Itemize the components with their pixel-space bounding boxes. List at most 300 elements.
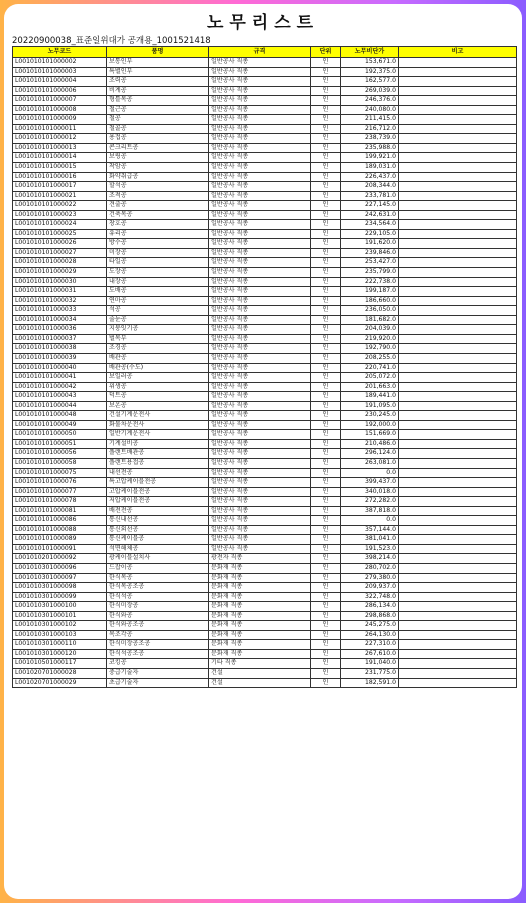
cell-note — [399, 306, 517, 316]
cell-code: L001010101000031 — [13, 287, 107, 297]
column-header-price: 노무비단가 — [341, 47, 399, 58]
cell-spec: 문화재 직종 — [209, 573, 311, 583]
cell-price: 204,039.0 — [341, 325, 399, 335]
cell-name: 지붕잇기공 — [107, 325, 209, 335]
column-header-unit: 단위 — [311, 47, 341, 58]
cell-price: 263,081.0 — [341, 458, 399, 468]
cell-spec: 일반공사 직종 — [209, 268, 311, 278]
cell-note — [399, 153, 517, 163]
cell-note — [399, 525, 517, 535]
cell-code: L001010101000034 — [13, 315, 107, 325]
table-row — [13, 268, 517, 278]
cell-unit: 인 — [311, 439, 341, 449]
cell-price: 210,486.0 — [341, 439, 399, 449]
cell-code: L001020701000029 — [13, 678, 107, 688]
cell-name: 화약취급공 — [107, 172, 209, 182]
cell-note — [399, 630, 517, 640]
cell-unit: 인 — [311, 392, 341, 402]
table-row — [13, 458, 517, 468]
table-row — [13, 678, 517, 688]
cell-note — [399, 678, 517, 688]
cell-note — [399, 411, 517, 421]
cell-price: 230,245.0 — [341, 411, 399, 421]
cell-price: 280,702.0 — [341, 563, 399, 573]
table-row — [13, 306, 517, 316]
cell-name: 할석공 — [107, 182, 209, 192]
cell-unit: 인 — [311, 315, 341, 325]
table-row — [13, 640, 517, 650]
table-row — [13, 544, 517, 554]
cell-unit: 인 — [311, 449, 341, 459]
cell-code: L001010101000036 — [13, 325, 107, 335]
cell-spec: 일반공사 직종 — [209, 478, 311, 488]
table-body — [13, 58, 517, 688]
cell-name: 타일공 — [107, 258, 209, 268]
cell-code: L001010101000044 — [13, 401, 107, 411]
cell-price: 208,344.0 — [341, 182, 399, 192]
cell-spec: 일반공사 직종 — [209, 96, 311, 106]
cell-price: 233,781.0 — [341, 191, 399, 201]
cell-code: L001010101000051 — [13, 439, 107, 449]
table-row — [13, 420, 517, 430]
cell-spec: 일반공사 직종 — [209, 344, 311, 354]
cell-note — [399, 172, 517, 182]
cell-code: L001010101000006 — [13, 86, 107, 96]
cell-code: L001010101000037 — [13, 334, 107, 344]
cell-name: 통신외선공 — [107, 525, 209, 535]
cell-name: 저압케이블전공 — [107, 497, 209, 507]
cell-price: 199,187.0 — [341, 287, 399, 297]
cell-note — [399, 554, 517, 564]
column-header-note: 비고 — [399, 47, 517, 58]
table-row — [13, 497, 517, 507]
table-row — [13, 535, 517, 545]
cell-name: 건설기계운전사 — [107, 411, 209, 421]
cell-note — [399, 420, 517, 430]
cell-price: 242,631.0 — [341, 210, 399, 220]
cell-unit: 인 — [311, 573, 341, 583]
cell-name: 중급기술자 — [107, 669, 209, 679]
cell-price: 192,375.0 — [341, 67, 399, 77]
table-row — [13, 602, 517, 612]
cell-spec: 건설 — [209, 678, 311, 688]
cell-note — [399, 315, 517, 325]
cell-unit: 인 — [311, 115, 341, 125]
cell-name: 보링공 — [107, 153, 209, 163]
cell-note — [399, 325, 517, 335]
cell-note — [399, 516, 517, 526]
cell-note — [399, 640, 517, 650]
cell-code: L001010101000021 — [13, 191, 107, 201]
table-header-row — [13, 47, 517, 58]
table-row — [13, 401, 517, 411]
cell-note — [399, 621, 517, 631]
cell-unit: 인 — [311, 583, 341, 593]
cell-unit: 인 — [311, 611, 341, 621]
cell-name: 위생공 — [107, 382, 209, 392]
cell-price: 246,376.0 — [341, 96, 399, 106]
cell-name: 연마공 — [107, 296, 209, 306]
cell-note — [399, 373, 517, 383]
cell-price: 209,937.0 — [341, 583, 399, 593]
cell-spec: 일반공사 직종 — [209, 239, 311, 249]
table-row — [13, 592, 517, 602]
table-row — [13, 411, 517, 421]
cell-code: L001010301000120 — [13, 649, 107, 659]
cell-price: 226,437.0 — [341, 172, 399, 182]
cell-price: 387,818.0 — [341, 506, 399, 516]
table-row — [13, 630, 517, 640]
cell-unit: 인 — [311, 458, 341, 468]
cell-code: L001010101000091 — [13, 544, 107, 554]
cell-name: 줄눈공 — [107, 315, 209, 325]
cell-note — [399, 77, 517, 87]
cell-spec: 광전자 직종 — [209, 554, 311, 564]
cell-name: 건축목공 — [107, 210, 209, 220]
cell-spec: 일반공사 직종 — [209, 77, 311, 87]
cell-price: 279,380.0 — [341, 573, 399, 583]
cell-spec: 일반공사 직종 — [209, 315, 311, 325]
cell-code: L001010101000077 — [13, 487, 107, 497]
cell-unit: 인 — [311, 640, 341, 650]
cell-code: L001010101000027 — [13, 248, 107, 258]
cell-price: 189,441.0 — [341, 392, 399, 402]
table-row — [13, 229, 517, 239]
cell-unit: 인 — [311, 172, 341, 182]
cell-name: 특별인부 — [107, 67, 209, 77]
cell-note — [399, 506, 517, 516]
cell-unit: 인 — [311, 67, 341, 77]
cell-unit: 인 — [311, 669, 341, 679]
cell-note — [399, 163, 517, 173]
cell-price: 245,275.0 — [341, 621, 399, 631]
cell-unit: 인 — [311, 153, 341, 163]
cell-price: 191,523.0 — [341, 544, 399, 554]
table-row — [13, 163, 517, 173]
cell-price: 151,669.0 — [341, 430, 399, 440]
cell-unit: 인 — [311, 649, 341, 659]
cell-price: 162,577.0 — [341, 77, 399, 87]
table-row — [13, 248, 517, 258]
cell-unit: 인 — [311, 430, 341, 440]
cell-code: L001010301000103 — [13, 630, 107, 640]
cell-price: 235,988.0 — [341, 143, 399, 153]
cell-unit: 인 — [311, 325, 341, 335]
cell-spec: 일반공사 직종 — [209, 201, 311, 211]
cell-name: 배전전공 — [107, 506, 209, 516]
cell-note — [399, 535, 517, 545]
cell-spec: 일반공사 직종 — [209, 392, 311, 402]
cell-name: 한식석공 — [107, 592, 209, 602]
cell-unit: 인 — [311, 659, 341, 669]
cell-name: 조력공 — [107, 77, 209, 87]
cell-unit: 인 — [311, 373, 341, 383]
cell-code: L001010101000017 — [13, 182, 107, 192]
cell-spec: 건설 — [209, 669, 311, 679]
cell-note — [399, 334, 517, 344]
cell-code: L001010101000040 — [13, 363, 107, 373]
cell-code: L001010101000012 — [13, 134, 107, 144]
cell-code: L001010101000043 — [13, 392, 107, 402]
table-row — [13, 296, 517, 306]
cell-code: L001010101000023 — [13, 210, 107, 220]
cell-price: 205,072.0 — [341, 373, 399, 383]
cell-spec: 문화재 직종 — [209, 583, 311, 593]
table-row — [13, 373, 517, 383]
cell-unit: 인 — [311, 248, 341, 258]
table-row — [13, 344, 517, 354]
cell-spec: 일반공사 직종 — [209, 458, 311, 468]
cell-code: L001010101000028 — [13, 258, 107, 268]
cell-price: 201,663.0 — [341, 382, 399, 392]
cell-spec: 일반공사 직종 — [209, 115, 311, 125]
cell-note — [399, 487, 517, 497]
cell-note — [399, 449, 517, 459]
cell-price: 238,739.0 — [341, 134, 399, 144]
cell-price: 357,144.0 — [341, 525, 399, 535]
cell-unit: 인 — [311, 77, 341, 87]
cell-spec: 일반공사 직종 — [209, 325, 311, 335]
table-row — [13, 277, 517, 287]
cell-code: L001010101000013 — [13, 143, 107, 153]
table-row — [13, 258, 517, 268]
cell-spec: 일반공사 직종 — [209, 67, 311, 77]
table-row — [13, 525, 517, 535]
cell-spec: 일반공사 직종 — [209, 468, 311, 478]
cell-spec: 일반공사 직종 — [209, 277, 311, 287]
cell-note — [399, 344, 517, 354]
cell-spec: 문화재 직종 — [209, 611, 311, 621]
cell-unit: 인 — [311, 363, 341, 373]
cell-unit: 인 — [311, 382, 341, 392]
cell-note — [399, 382, 517, 392]
table-row — [13, 172, 517, 182]
cell-code: L001010301000099 — [13, 592, 107, 602]
cell-name: 광케이블설치사 — [107, 554, 209, 564]
cell-unit: 인 — [311, 163, 341, 173]
cell-unit: 인 — [311, 554, 341, 564]
cell-spec: 일반공사 직종 — [209, 487, 311, 497]
cell-spec: 일반공사 직종 — [209, 134, 311, 144]
cell-price: 186,660.0 — [341, 296, 399, 306]
table-row — [13, 143, 517, 153]
cell-name: 드잡이공 — [107, 563, 209, 573]
cell-unit: 인 — [311, 182, 341, 192]
cell-note — [399, 182, 517, 192]
cell-code: L001010101000003 — [13, 67, 107, 77]
table-row — [13, 105, 517, 115]
cell-spec: 기타 직종 — [209, 659, 311, 669]
cell-note — [399, 602, 517, 612]
cell-spec: 일반공사 직종 — [209, 153, 311, 163]
cell-spec: 문화재 직종 — [209, 630, 311, 640]
cell-note — [399, 392, 517, 402]
table-row — [13, 86, 517, 96]
cell-note — [399, 649, 517, 659]
cell-note — [399, 239, 517, 249]
cell-name: 조적공 — [107, 191, 209, 201]
cell-unit: 인 — [311, 506, 341, 516]
cell-unit: 인 — [311, 516, 341, 526]
cell-name: 방수공 — [107, 239, 209, 249]
cell-note — [399, 277, 517, 287]
cell-price: 222,738.0 — [341, 277, 399, 287]
cell-price: 219,920.0 — [341, 334, 399, 344]
cell-name: 석면해체공 — [107, 544, 209, 554]
cell-spec: 일반공사 직종 — [209, 86, 311, 96]
cell-code: L001010101000081 — [13, 506, 107, 516]
cell-note — [399, 268, 517, 278]
cell-name: 미장공 — [107, 248, 209, 258]
cell-unit: 인 — [311, 630, 341, 640]
cell-code: L001010301000100 — [13, 602, 107, 612]
cell-code: L001010201000092 — [13, 554, 107, 564]
cell-code: L001010101000022 — [13, 201, 107, 211]
cell-name: 유리공 — [107, 229, 209, 239]
cell-price: 264,130.0 — [341, 630, 399, 640]
cell-code: L001010101000026 — [13, 239, 107, 249]
cell-note — [399, 201, 517, 211]
cell-price: 0.0 — [341, 468, 399, 478]
cell-spec: 일반공사 직종 — [209, 382, 311, 392]
cell-price: 227,310.0 — [341, 640, 399, 650]
cell-price: 191,620.0 — [341, 239, 399, 249]
cell-code: L001010301000097 — [13, 573, 107, 583]
cell-unit: 인 — [311, 525, 341, 535]
cell-spec: 일반공사 직종 — [209, 363, 311, 373]
cell-name: 내장공 — [107, 277, 209, 287]
cell-price: 398,214.0 — [341, 554, 399, 564]
cell-note — [399, 248, 517, 258]
cell-name: 통신내선공 — [107, 516, 209, 526]
cell-note — [399, 468, 517, 478]
cell-code: L001010101000058 — [13, 458, 107, 468]
table-row — [13, 478, 517, 488]
cell-name: 배관공 — [107, 353, 209, 363]
cell-note — [399, 143, 517, 153]
cell-spec: 일반공사 직종 — [209, 143, 311, 153]
cell-name: 한식미장공조공 — [107, 640, 209, 650]
cell-unit: 인 — [311, 143, 341, 153]
cell-spec: 문화재 직종 — [209, 563, 311, 573]
cell-price: 399,437.0 — [341, 478, 399, 488]
cell-spec: 일반공사 직종 — [209, 420, 311, 430]
cell-price: 234,564.0 — [341, 220, 399, 230]
cell-note — [399, 58, 517, 68]
cell-note — [399, 134, 517, 144]
cell-note — [399, 363, 517, 373]
cell-price: 191,095.0 — [341, 401, 399, 411]
cell-name: 한식와공 — [107, 611, 209, 621]
cell-code: L001010101000076 — [13, 478, 107, 488]
table-row — [13, 487, 517, 497]
cell-price: 298,868.0 — [341, 611, 399, 621]
cell-code: L001010101000011 — [13, 124, 107, 134]
cell-spec: 일반공사 직종 — [209, 296, 311, 306]
cell-name: 한식와공조공 — [107, 621, 209, 631]
cell-price: 340,018.0 — [341, 487, 399, 497]
column-header-spec: 규격 — [209, 47, 311, 58]
cell-name: 벌목부 — [107, 334, 209, 344]
table-row — [13, 439, 517, 449]
cell-code: L001010301000101 — [13, 611, 107, 621]
cell-spec: 일반공사 직종 — [209, 258, 311, 268]
cell-price: 227,145.0 — [341, 201, 399, 211]
cell-unit: 인 — [311, 344, 341, 354]
cell-unit: 인 — [311, 535, 341, 545]
cell-code: L001020701000028 — [13, 669, 107, 679]
cell-name: 착암공 — [107, 163, 209, 173]
cell-name: 한식석공조공 — [107, 649, 209, 659]
cell-unit: 인 — [311, 220, 341, 230]
cell-spec: 일반공사 직종 — [209, 210, 311, 220]
cell-spec: 일반공사 직종 — [209, 516, 311, 526]
cell-unit: 인 — [311, 487, 341, 497]
cell-name: 목조각공 — [107, 630, 209, 640]
cell-code: L001010101000089 — [13, 535, 107, 545]
cell-note — [399, 544, 517, 554]
document-subtitle: 20220900038_표준일위대가 공개용_1001521418 — [12, 36, 211, 46]
table-row — [13, 325, 517, 335]
cell-price: 240,080.0 — [341, 105, 399, 115]
cell-name: 철골공 — [107, 124, 209, 134]
cell-code: L001010101000038 — [13, 344, 107, 354]
cell-name: 특고압케이블전공 — [107, 478, 209, 488]
cell-spec: 일반공사 직종 — [209, 124, 311, 134]
cell-spec: 일반공사 직종 — [209, 58, 311, 68]
table-row — [13, 287, 517, 297]
cell-name: 비계공 — [107, 86, 209, 96]
column-header-code: 노무코드 — [13, 47, 107, 58]
cell-note — [399, 497, 517, 507]
cell-spec: 일반공사 직종 — [209, 401, 311, 411]
cell-name: 한식목공조공 — [107, 583, 209, 593]
cell-unit: 인 — [311, 268, 341, 278]
cell-unit: 인 — [311, 592, 341, 602]
cell-unit: 인 — [311, 544, 341, 554]
cell-note — [399, 229, 517, 239]
cell-name: 플랜트배관공 — [107, 449, 209, 459]
cell-code: L001010301000096 — [13, 563, 107, 573]
table-row — [13, 659, 517, 669]
table-row — [13, 468, 517, 478]
cell-spec: 일반공사 직종 — [209, 248, 311, 258]
cell-note — [399, 353, 517, 363]
cell-name: 한식미장공 — [107, 602, 209, 612]
cell-note — [399, 592, 517, 602]
cell-note — [399, 124, 517, 134]
cell-spec: 일반공사 직종 — [209, 191, 311, 201]
cell-code: L001010501000117 — [13, 659, 107, 669]
cell-note — [399, 287, 517, 297]
cell-price: 267,610.0 — [341, 649, 399, 659]
cell-price: 381,041.0 — [341, 535, 399, 545]
cell-note — [399, 458, 517, 468]
cell-price: 191,040.0 — [341, 659, 399, 669]
cell-spec: 일반공사 직종 — [209, 411, 311, 421]
cell-price: 239,846.0 — [341, 248, 399, 258]
cell-code: L001010101000002 — [13, 58, 107, 68]
cell-name: 플랜트용접공 — [107, 458, 209, 468]
cell-unit: 인 — [311, 306, 341, 316]
cell-unit: 인 — [311, 678, 341, 688]
cell-price: 253,427.0 — [341, 258, 399, 268]
cell-unit: 인 — [311, 296, 341, 306]
cell-note — [399, 105, 517, 115]
table-row — [13, 96, 517, 106]
cell-name: 코킹공 — [107, 659, 209, 669]
cell-note — [399, 86, 517, 96]
